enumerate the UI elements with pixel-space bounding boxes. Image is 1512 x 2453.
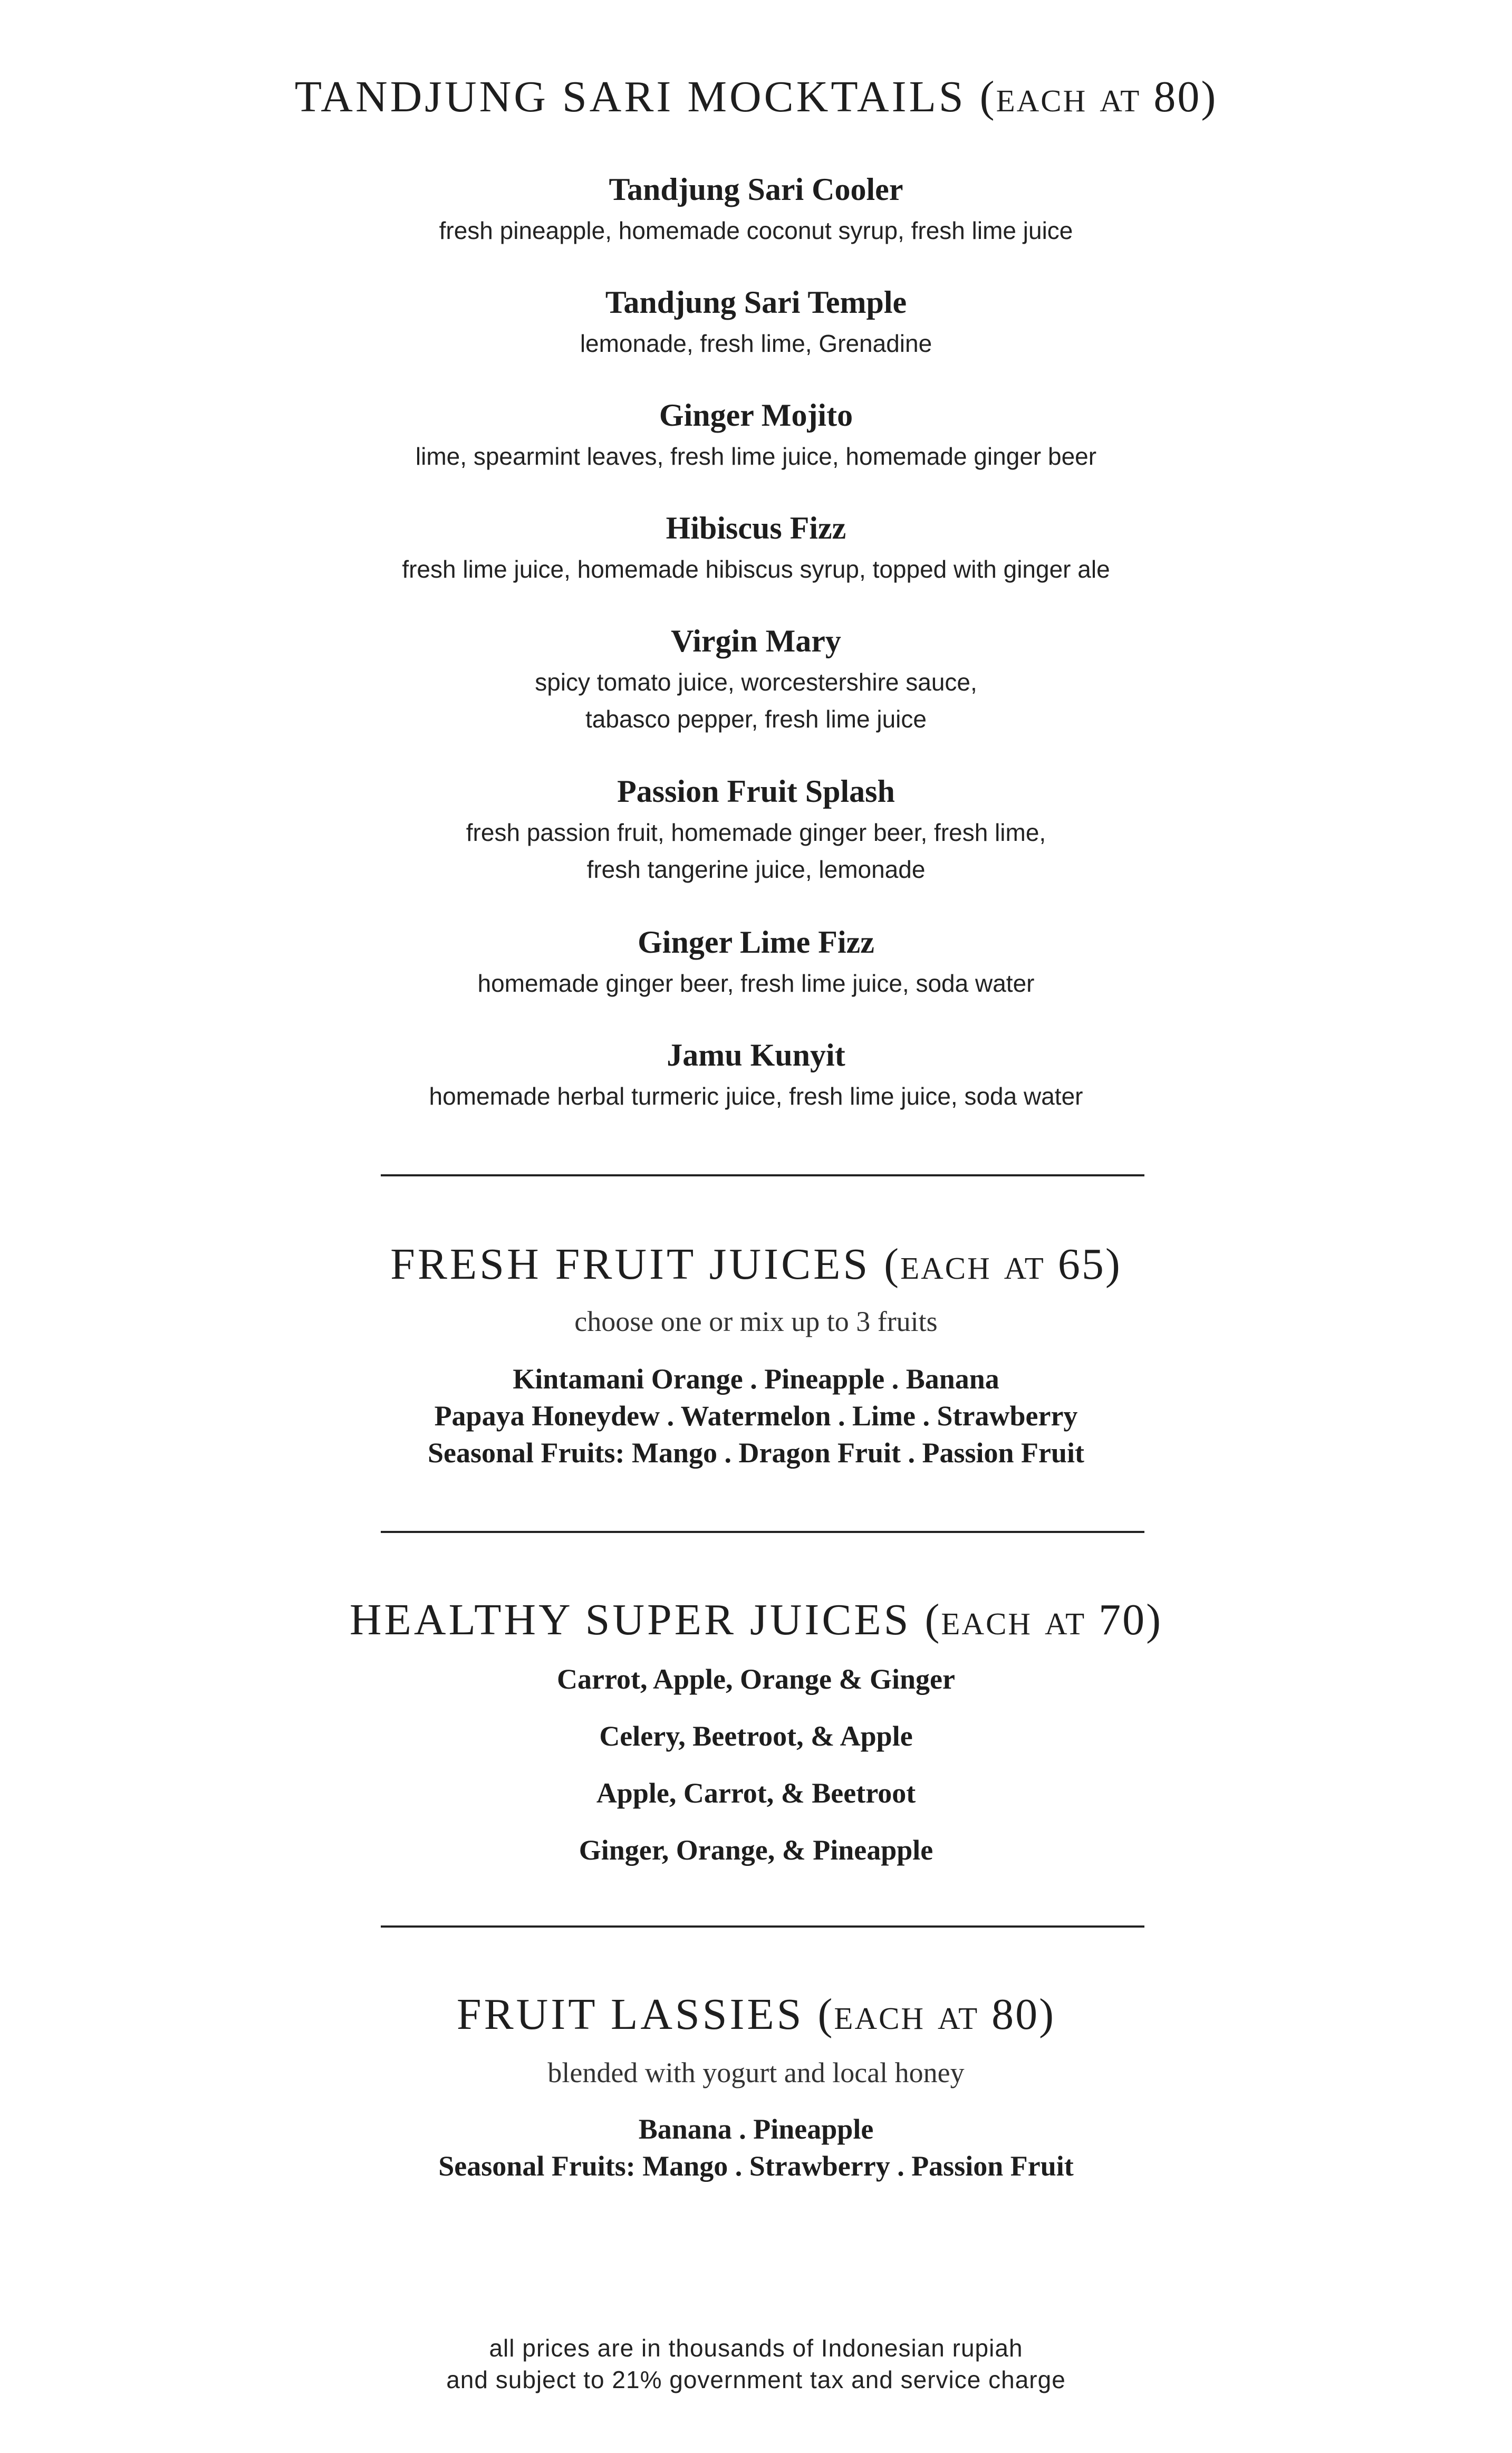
fresh-juices-line: Seasonal Fruits: Mango . Dragon Fruit . Passion Fruit (427, 1437, 1084, 1469)
mocktails-title: TANDJUNG SARI MOCKTAILS (294, 72, 966, 121)
mocktail-desc: spicy tomato juice, worcestershire sauce, (535, 668, 977, 696)
super-juices-heading (0, 1594, 1512, 1645)
super-juice-item: Carrot, Apple, Orange & Ginger (557, 1663, 955, 1695)
super-juice-item: Apple, Carrot, & Beetroot (596, 1777, 916, 1809)
mocktail-desc: fresh tangerine juice, lemonade (586, 856, 926, 883)
lassies-subtitle: blended with yogurt and local honey (547, 2057, 965, 2088)
mocktail-name: Passion Fruit Splash (617, 774, 895, 809)
fresh-juices-line: Papaya Honeydew . Watermelon . Lime . Strawberry (434, 1400, 1078, 1432)
mocktail-desc: lime, spearmint leaves, fresh lime juice, homemade ginger beer (415, 443, 1097, 470)
mocktail-name: Ginger Mojito (659, 398, 853, 433)
mocktail-name: Ginger Lime Fizz (638, 925, 874, 960)
section-divider (381, 1531, 1144, 1533)
mocktail-name: Virgin Mary (671, 624, 841, 658)
mocktail-name: Tandjung Sari Cooler (609, 172, 903, 207)
mocktail-desc: fresh lime juice, homemade hibiscus syrup, topped with ginger ale (402, 555, 1110, 583)
mocktail-desc: fresh passion fruit, homemade ginger beer, fresh lime, (466, 819, 1046, 846)
mocktail-desc: homemade herbal turmeric juice, fresh lime juice, soda water (429, 1082, 1083, 1110)
mocktail-desc: lemonade, fresh lime, Grenadine (580, 330, 932, 357)
lassies-heading (0, 1989, 1512, 2040)
super-juices-title: HEALTHY SUPER JUICES (349, 1595, 911, 1644)
fresh-juices-line: Kintamani Orange . Pineapple . Banana (513, 1363, 999, 1395)
fresh-juices-heading (0, 1239, 1512, 1290)
fresh-juices-price: (each at 65) (884, 1240, 1122, 1289)
super-juice-item: Celery, Beetroot, & Apple (599, 1720, 913, 1752)
lassies-title: FRUIT LASSIES (456, 1990, 804, 2039)
section-divider (381, 1925, 1144, 1928)
section-divider (381, 1174, 1144, 1176)
fresh-juices-subtitle: choose one or mix up to 3 fruits (574, 1306, 938, 1337)
mocktail-desc: tabasco pepper, fresh lime juice (585, 705, 927, 733)
super-juices-price: (each at 70) (924, 1595, 1163, 1644)
footer-note-line1: all prices are in thousands of Indonesian rupiah (489, 2334, 1023, 2362)
mocktail-desc: homemade ginger beer, fresh lime juice, soda water (477, 970, 1035, 997)
super-juice-item: Ginger, Orange, & Pineapple (579, 1834, 933, 1866)
mocktail-name: Jamu Kunyit (667, 1038, 845, 1072)
mocktails-heading (0, 71, 1512, 122)
mocktail-name: Tandjung Sari Temple (605, 285, 907, 320)
lassies-line: Seasonal Fruits: Mango . Strawberry . Passion Fruit (438, 2150, 1074, 2182)
mocktails-price: (each at 80) (979, 72, 1218, 121)
footer-note-line2: and subject to 21% government tax and service charge (446, 2366, 1066, 2393)
mocktail-name: Hibiscus Fizz (666, 511, 846, 545)
lassies-line: Banana . Pineapple (638, 2113, 874, 2145)
fresh-juices-title: FRESH FRUIT JUICES (390, 1240, 871, 1289)
lassies-price: (each at 80) (817, 1990, 1056, 2039)
mocktail-desc: fresh pineapple, homemade coconut syrup, fresh lime juice (439, 217, 1073, 244)
